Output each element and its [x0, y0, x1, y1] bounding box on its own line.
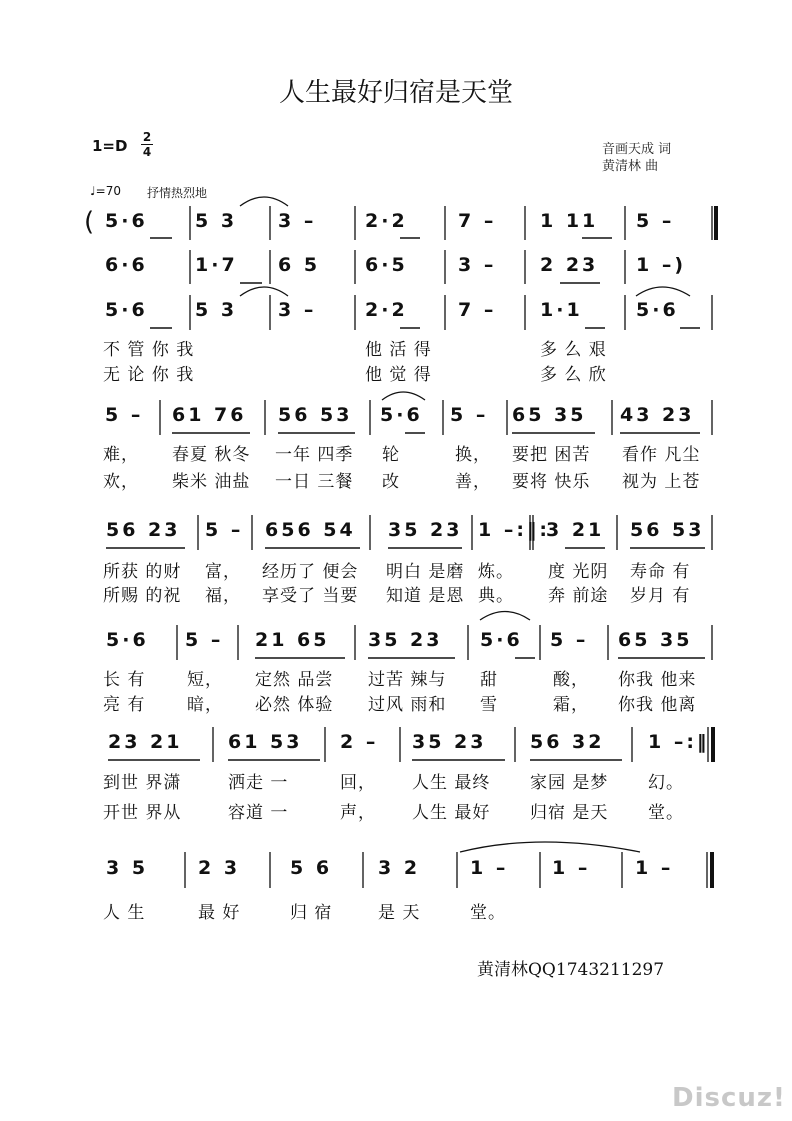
lyric-verse-2: 堂。 — [648, 803, 684, 823]
measure-notes: 2 3 — [198, 857, 241, 879]
measure-notes: 5·6 — [480, 629, 523, 651]
lyric-verse-1: 你我 他来 — [618, 670, 697, 690]
measure-notes: 5 – — [550, 629, 589, 651]
measure-notes: 2 – — [340, 731, 379, 753]
measure-notes: 7 – — [458, 299, 497, 321]
lyric-verse-1: 不 管 你 我 — [103, 340, 195, 360]
lyric-verse-2: 无 论 你 我 — [103, 365, 195, 385]
measure-notes: 3 – — [278, 299, 317, 321]
lyric-verse-2: 享受了 当要 — [262, 586, 359, 606]
measure-notes: 21 65 — [255, 629, 330, 651]
measure-notes: 656 54 — [265, 519, 356, 541]
measure-notes: 65 35 — [512, 404, 587, 426]
measure-notes: 7 – — [458, 210, 497, 232]
measure-notes: 3 2 — [378, 857, 421, 879]
lyric-verse-1: 长 有 — [103, 670, 146, 690]
song-title: 人生最好归宿是天堂 — [278, 78, 513, 108]
measure-notes: 5·6 — [636, 299, 679, 321]
measure-notes: 1 – — [470, 857, 509, 879]
lyric-verse-2: 归宿 是天 — [530, 803, 609, 823]
measure-notes: 35 23 — [412, 731, 487, 753]
svg-text:(: ( — [84, 207, 95, 237]
lyric-verse-1: 堂。 — [470, 903, 506, 923]
measure-notes: 1 –:‖ — [648, 731, 710, 753]
measure-notes: 5·6 — [105, 210, 148, 232]
measure-notes: 65 35 — [618, 629, 693, 651]
lyric-verse-2: 雪 — [480, 695, 498, 715]
measure-notes: 5 – — [450, 404, 489, 426]
lyric-verse-1: 甜 — [480, 670, 498, 690]
measure-notes: 61 76 — [172, 404, 247, 426]
measure-notes: 56 32 — [530, 731, 605, 753]
measure-notes: 6·6 — [105, 254, 148, 276]
lyric-verse-1: 人生 最终 — [412, 773, 491, 793]
expression-marking: 抒情热烈地 — [147, 186, 208, 200]
lyric-verse-1: 明白 是磨 — [386, 562, 465, 582]
lyric-verse-1: 幻。 — [648, 773, 684, 793]
measure-notes: 2·2 — [365, 299, 408, 321]
lyric-verse-2: 知道 是恩 — [386, 586, 465, 606]
measure-notes: 5·6 — [105, 299, 148, 321]
lyric-verse-1: 所获 的财 — [103, 562, 182, 582]
measure-notes: 3 5 — [106, 857, 149, 879]
measure-notes: 2·2 — [365, 210, 408, 232]
time-signature — [141, 131, 153, 158]
measure-notes: 43 23 — [620, 404, 695, 426]
lyric-verse-2: 视为 上苍 — [622, 472, 701, 492]
measure-notes: 5·6 — [380, 404, 423, 426]
measure-notes: 3 – — [278, 210, 317, 232]
measure-notes: 5 3 — [195, 299, 238, 321]
measure-notes: 5 – — [185, 629, 224, 651]
lyric-verse-2: 人生 最好 — [412, 803, 491, 823]
lyric-verse-1: 要把 困苦 — [512, 445, 591, 465]
lyric-verse-2: 亮 有 — [103, 695, 146, 715]
lyric-verse-2: 柴米 油盐 — [172, 472, 251, 492]
measure-notes: 6 5 — [278, 254, 321, 276]
lyric-verse-1: 寿命 有 — [630, 562, 691, 582]
lyric-verse-1: 洒走 一 — [228, 773, 289, 793]
lyric-verse-1: 一年 四季 — [275, 445, 354, 465]
lyric-verse-2: 他 觉 得 — [365, 365, 432, 385]
lyric-verse-2: 岁月 有 — [630, 586, 691, 606]
lyric-verse-1: 家园 是梦 — [530, 773, 609, 793]
lyric-verse-2: 过风 雨和 — [368, 695, 447, 715]
measure-notes: 1·7 — [195, 254, 238, 276]
lyric-verse-1: 归 宿 — [290, 903, 333, 923]
measure-notes: 5 – — [105, 404, 144, 426]
lyric-verse-2: 一日 三餐 — [275, 472, 354, 492]
forum-watermark: Discuz! — [672, 1083, 786, 1113]
lyric-verse-2: 奔 前途 — [548, 586, 609, 606]
lyric-verse-1: 度 光阴 — [548, 562, 609, 582]
measure-notes: 3 – — [458, 254, 497, 276]
measure-notes: 35 23 — [368, 629, 443, 651]
tempo-marking: ♩=70 — [90, 184, 121, 198]
lyric-verse-1: 短， — [187, 670, 223, 690]
measure-notes: 2 23 — [540, 254, 599, 276]
lyric-verse-1: 酸， — [553, 670, 589, 690]
lyric-verse-1: 轮 — [382, 445, 400, 465]
measure-notes: 1 11 — [540, 210, 599, 232]
measure-notes: 61 53 — [228, 731, 303, 753]
lyric-verse-2: 多 么 欣 — [540, 365, 607, 385]
lyric-verse-2: 福， — [205, 586, 241, 606]
lyric-verse-1: 到世 界潇 — [103, 773, 182, 793]
time-signature-top: 2 — [142, 130, 152, 144]
lyricist-credit: 音画天成 词 — [602, 142, 672, 157]
lyric-verse-1: 看作 凡尘 — [622, 445, 701, 465]
lyric-verse-2: 开世 界从 — [103, 803, 182, 823]
key-signature: 1=D — [92, 137, 128, 155]
measure-notes: 1 – — [552, 857, 591, 879]
measure-notes: 3 21 — [546, 519, 605, 541]
measure-notes: 5 – — [205, 519, 244, 541]
author-signature: 黄清林QQ1743211297 — [477, 960, 665, 980]
lyric-verse-1: 是 天 — [378, 903, 421, 923]
lyric-verse-1: 难， — [103, 445, 139, 465]
measure-notes: 1·1 — [540, 299, 583, 321]
lyric-verse-1: 多 么 艰 — [540, 340, 607, 360]
lyric-verse-1: 炼。 — [478, 562, 514, 582]
lyric-verse-1: 最 好 — [198, 903, 241, 923]
measure-notes: 5·6 — [106, 629, 149, 651]
lyric-verse-2: 霜， — [553, 695, 589, 715]
measure-notes: 5 6 — [290, 857, 333, 879]
lyric-verse-1: 换， — [455, 445, 491, 465]
lyric-verse-2: 容道 一 — [228, 803, 289, 823]
measure-notes: 23 21 — [108, 731, 183, 753]
measure-notes: 35 23 — [388, 519, 463, 541]
lyric-verse-2: 所赐 的祝 — [103, 586, 182, 606]
measure-notes: 6·5 — [365, 254, 408, 276]
lyric-verse-2: 典。 — [478, 586, 514, 606]
lyric-verse-1: 经历了 便会 — [262, 562, 359, 582]
measure-notes: 56 53 — [630, 519, 705, 541]
lyric-verse-1: 回， — [340, 773, 376, 793]
lyric-verse-2: 声， — [340, 803, 376, 823]
lyric-verse-1: 富， — [205, 562, 241, 582]
lyric-verse-2: 欢， — [103, 472, 139, 492]
measure-notes: 56 23 — [106, 519, 181, 541]
measure-notes: 1 –:‖: — [478, 519, 551, 541]
lyric-verse-1: 过苦 辣与 — [368, 670, 447, 690]
lyric-verse-1: 他 活 得 — [365, 340, 432, 360]
lyric-verse-1: 定然 品尝 — [255, 670, 334, 690]
measure-notes: 5 – — [636, 210, 675, 232]
lyric-verse-2: 必然 体验 — [255, 695, 334, 715]
lyric-verse-1: 春夏 秋冬 — [172, 445, 251, 465]
lyric-verse-1: 人 生 — [103, 903, 146, 923]
lyric-verse-2: 要将 快乐 — [512, 472, 591, 492]
measure-notes: 1 – — [635, 857, 674, 879]
measure-notes: 5 3 — [195, 210, 238, 232]
lyric-verse-2: 善， — [455, 472, 491, 492]
lyric-verse-2: 你我 他离 — [618, 695, 697, 715]
measure-notes: 56 53 — [278, 404, 353, 426]
lyric-verse-2: 暗， — [187, 695, 223, 715]
time-signature-bottom: 4 — [142, 145, 152, 159]
lyric-verse-2: 改 — [382, 472, 400, 492]
composer-credit: 黄清林 曲 — [602, 159, 659, 174]
measure-notes: 1 –) — [636, 254, 687, 276]
